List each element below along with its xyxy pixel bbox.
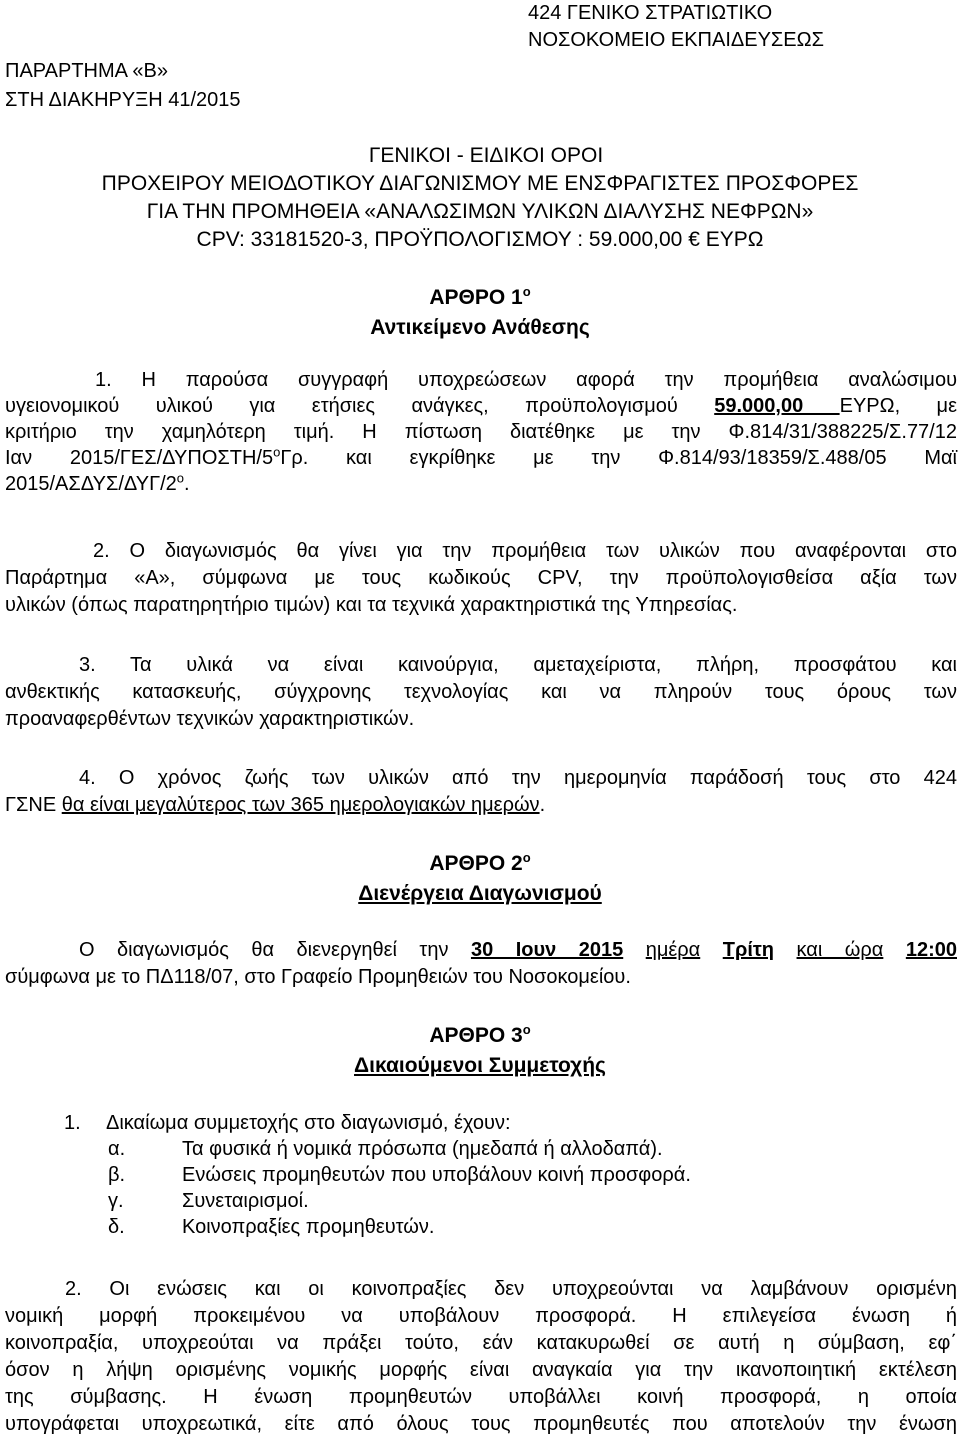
- a3p2-line3: κοινοπραξία, υποχρεούται να πράξει τούτο, εάν κατακυρωθεί σε αυτή η σύμβαση, εφ΄: [5, 1332, 957, 1354]
- a1p4-line1: 4. Ο χρόνος ζωής των υλικών από την ημερομηνία παράδοσή τους στο 424: [79, 767, 957, 789]
- a1p2-line3: υλικών (όπως παρατηρητήριο τιμών) και τα τεχνικά χαρακτηριστικά της Υπηρεσίας.: [5, 594, 738, 616]
- title-line2: ΠΡΟΧΕΙΡΟΥ ΜΕΙΟΔΟΤΙΚΟΥ ΔΙΑΓΩΝΙΣΜΟΥ ΜΕ ΕΝΣΦΡΑΓΙΣΤΕΣ ΠΡΟΣΦΟΡΕΣ: [101, 172, 859, 195]
- title-line4: CPV: 33181520-3, ΠΡΟΫΠΟΛΟΓΙΣΜΟΥ : 59.000,00 € ΕΥΡΩ: [196, 228, 764, 251]
- a3p2-line2: νομική μορφή προκειμένου να υποβάλουν προσφορά. Η επιλεγείσα ένωση ή: [5, 1305, 957, 1327]
- a2-line2: σύμφωνα με το ΠΔ118/07, στο Γραφείο Προμηθειών του Νοσοκομείου.: [5, 966, 631, 988]
- a1p1-line2: υγειονομικού υλικού για ετήσιες ανάγκες, προϋπολογισμού 59.000,00 ΕΥΡΩ, με: [5, 395, 957, 417]
- a1p1-line4: Ιαν $2015/\Gamma E\Sigma/\Delta\Upsilon\Pi O\Sigma TH/5^o\Gamma\rho$. και εγκρίθηκε με την Φ.814/93/18359/Σ.488/05 Μαϊ: [5, 444, 957, 469]
- title-line1: ΓΕΝΙΚΟΙ - ΕΙΔΙΚΟΙ ΟΡΟΙ: [368, 144, 604, 167]
- a1p3-line1: 3. Τα υλικά να είναι καινούργια, αμεταχείριστα, πλήρη, προσφάτου και: [79, 654, 957, 676]
- annex-reference: [5, 57, 241, 115]
- participation-list: [64, 1110, 691, 1240]
- hospital-name-line2: ΝΟΣΟΚΟΜΕΙΟ ΕΚΠΑΙΔΕΥΣΕΩΣ: [528, 29, 824, 51]
- list-item: γ. Συνεταιρισμοί.: [108, 1190, 309, 1212]
- article3-paragraph2: [5, 1276, 957, 1438]
- a1p3-line3: προαναφερθέντων τεχνικών χαρακτηριστικών.: [5, 708, 415, 730]
- a1p4-line2: ΓΣΝΕ θα είναι μεγαλύτερος των 365 ημερολογιακών ημερών.: [5, 794, 546, 816]
- a1p2-line2: Παράρτημα «Α», σύμφωνα με τους κωδικούς CPV, την προϋπολογισθείσα αξία των: [5, 567, 957, 589]
- a1p1-line1: 1. Η παρούσα συγγραφή υποχρεώσεων αφορά την προμήθεια αναλώσιμου: [95, 369, 957, 391]
- article1-paragraph3: [5, 652, 957, 733]
- list-item: α. Τα φυσικά ή νομικά πρόσωπα (ημεδαπά ή αλλοδαπά).: [108, 1138, 663, 1160]
- article1-paragraph4: [5, 765, 957, 819]
- document-title: [0, 142, 960, 254]
- a1p2-line1: 2. Ο διαγωνισμός θα γίνει για την προμήθεια των υλικών που αναφέρονται στο: [93, 540, 957, 562]
- title-line3: ΓΙΑ ΤΗΝ ΠΡΟΜΗΘΕΙΑ «ΑΝΑΛΩΣΙΜΩΝ ΥΛΙΚΩΝ ΔΙΑΛΥΣΗΣ ΝΕΦΡΩΝ»: [146, 200, 814, 223]
- article3-subtitle: Δικαιούμενοι Συμμετοχής: [354, 1054, 606, 1077]
- a3p2-line4: όσον η λήψη ορισμένης νομικής μορφής είναι αναγκαία για την ικανοποιητική εκτέλεση: [5, 1359, 957, 1381]
- article2-subtitle: Διενέργεια Διαγωνισμού: [358, 882, 602, 905]
- annex-line1: ΠΑΡΑΡΤΗΜΑ «Β»: [5, 60, 169, 82]
- article1-heading: ΑΡΘΡΟ $1^o$: [429, 284, 531, 309]
- a3p2-line6: υπογράφεται υποχρεωτικά, είτε από όλους τους προμηθευτές που αποτελούν την ένωση: [5, 1413, 957, 1435]
- article1-subtitle: Αντικείμενο Ανάθεσης: [370, 316, 590, 339]
- a3p2-line1: 2. Οι ενώσεις και οι κοινοπραξίες δεν υποχρεούνται να λαμβάνουν ορισμένη: [65, 1278, 957, 1300]
- list-item: β. Ενώσεις προμηθευτών που υποβάλουν κοινή προσφορά.: [108, 1164, 691, 1186]
- a1p3-line2: ανθεκτικής κατασκευής, σύγχρονης τεχνολογίας και να πληρούν τους όρους των: [5, 681, 957, 703]
- hospital-name: [528, 0, 824, 54]
- article1-paragraph2: [5, 538, 957, 619]
- article2-heading: ΑΡΘΡΟ $2^o$: [429, 850, 531, 875]
- hospital-name-line1: 424 ΓΕΝΙΚΟ ΣΤΡΑΤΙΩΤΙΚΟ: [528, 2, 773, 24]
- article3-heading: ΑΡΘΡΟ $3^o$: [429, 1022, 531, 1047]
- article1-paragraph1: [5, 367, 957, 497]
- a1p1-line3: κριτήριο την χαμηλότερη τιμή. Η πίστωση διατέθηκε με την Φ.814/31/388225/Σ.77/12: [5, 421, 957, 443]
- a3p2-line5: της σύμβασης. Η ένωση προμηθευτών υποβάλλει κοινή προσφορά, η οποία: [5, 1386, 957, 1408]
- a1p1-line5: $2015/A\Sigma\Delta\Upsilon\Sigma/\Delta\Upsilon\Gamma/2^o$.: [5, 470, 190, 495]
- a2-line1: Ο διαγωνισμός θα διενεργηθεί την 30 Ιουν 2015 ημέρα Τρίτη και ώρα 12:00: [79, 939, 957, 961]
- list-item: 1. Δικαίωμα συμμετοχής στο διαγωνισμό, έχουν:: [64, 1112, 511, 1134]
- annex-line2: ΣΤΗ ΔΙΑΚΗΡΥΞΗ 41/2015: [5, 89, 241, 111]
- list-item: δ. Κοινοπραξίες προμηθευτών.: [108, 1216, 435, 1238]
- article2-paragraph: [5, 937, 957, 991]
